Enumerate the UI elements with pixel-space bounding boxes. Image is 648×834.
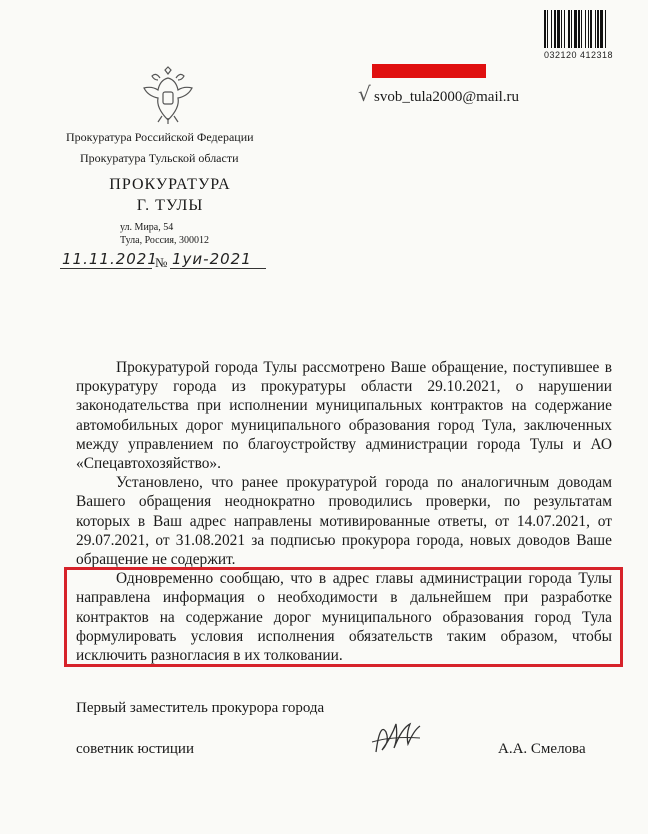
address-city: Тула, Россия, 300012 [120,235,209,246]
barcode [544,10,640,48]
barcode-bar [606,10,607,48]
highlight-box [64,567,623,667]
org-city: Г. ТУЛЫ [136,197,204,214]
paragraph-findings: Установлено, что ранее прокуратурой города по аналогичным доводам Вашего обращения неоднократно проводились проверки, по результатам которых в Ваш адрес направлены мотивированные ответы, от 14.07.2021, от 29.07.2021, от 31.08.2021 за подписью прокурора города, новых доводов Ваше обращение не содержит. [76,474,612,569]
checkmark-icon: √ [358,82,371,106]
signatory-rank: советник юстиции [76,741,194,757]
signatory-position: Первый заместитель прокурора города [76,700,325,716]
paragraph-review: Прокуратурой города Тулы рассмотрено Ваше обращение, поступившее в прокуратуру города из прокуратуры области 29.10.2021, о нарушении законодательства при исполнении муниципальных контрактов на содержание автомобильных дорог муниципального образования город Тула, заключенных между управлением по благоустройству администрации города Тулы и АО «Спецавтохозяйство». [76,359,612,473]
signatory-name: А.А. Смелова [498,741,586,757]
paragraph-notification: Одновременно сообщаю, что в адрес главы администрации города Тулы направлена информация о необходимости в дальнейшем при разработке контрактов на содержание дорог муниципального образования город Тула формулировать условия исполнения обязательств таким образом, чтобы исключить разногласия в их толковании. [76,570,612,665]
letter-date: 11.11.2021 [62,250,158,268]
double-headed-eagle-emblem-icon [140,66,196,126]
number-sign: № [155,255,168,270]
letter-number: 1уи-2021 [172,250,252,268]
org-title: ПРОКУРАТУРА [109,176,231,193]
recipient-email: svob_tula2000@mail.ru [374,89,520,105]
org-line-region: Прокуратура Тульской области [80,151,239,165]
org-line-federation: Прокуратура Российской Федерации [66,130,254,144]
address-street: ул. Мира, 54 [120,222,174,233]
handwritten-signature [368,712,424,760]
date-underline [60,268,152,269]
barcode-number: 032120 412318 [544,50,614,60]
number-underline [170,268,266,269]
redaction-bar [372,64,486,78]
